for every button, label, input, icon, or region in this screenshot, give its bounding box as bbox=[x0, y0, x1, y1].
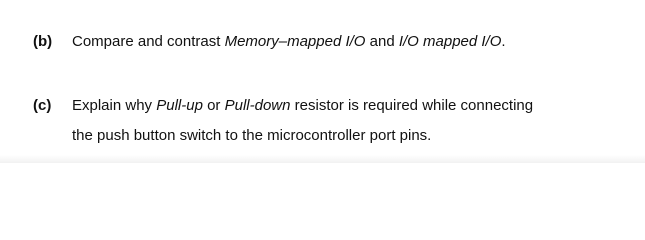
question-b-label: (b) bbox=[33, 33, 53, 50]
question-b-text bbox=[72, 27, 637, 57]
scan-edge-shadow bbox=[0, 155, 645, 163]
question-b-line-1 bbox=[72, 27, 637, 57]
question-c-text-part: resistor is required while connecting bbox=[290, 97, 534, 114]
question-c-line-2: the push button switch to the microcontroller port pins. bbox=[72, 127, 432, 144]
question-c-text-part: Explain why bbox=[72, 97, 157, 114]
term-memory-mapped-io: Memory–mapped I/O bbox=[224, 33, 366, 50]
term-pull-up: Pull-up bbox=[156, 97, 203, 114]
question-c-text-part: or bbox=[202, 97, 225, 114]
term-io-mapped-io: I/O mapped I/O bbox=[398, 33, 502, 50]
question-b-text-part: . bbox=[501, 33, 506, 50]
term-pull-down: Pull-down bbox=[224, 97, 291, 114]
question-c-line-1 bbox=[72, 91, 637, 121]
question-b-text-part: and bbox=[365, 33, 399, 50]
question-c-text bbox=[72, 91, 637, 151]
question-b-text-part: Compare and contrast bbox=[72, 33, 225, 50]
question-c-label: (c) bbox=[33, 97, 52, 114]
